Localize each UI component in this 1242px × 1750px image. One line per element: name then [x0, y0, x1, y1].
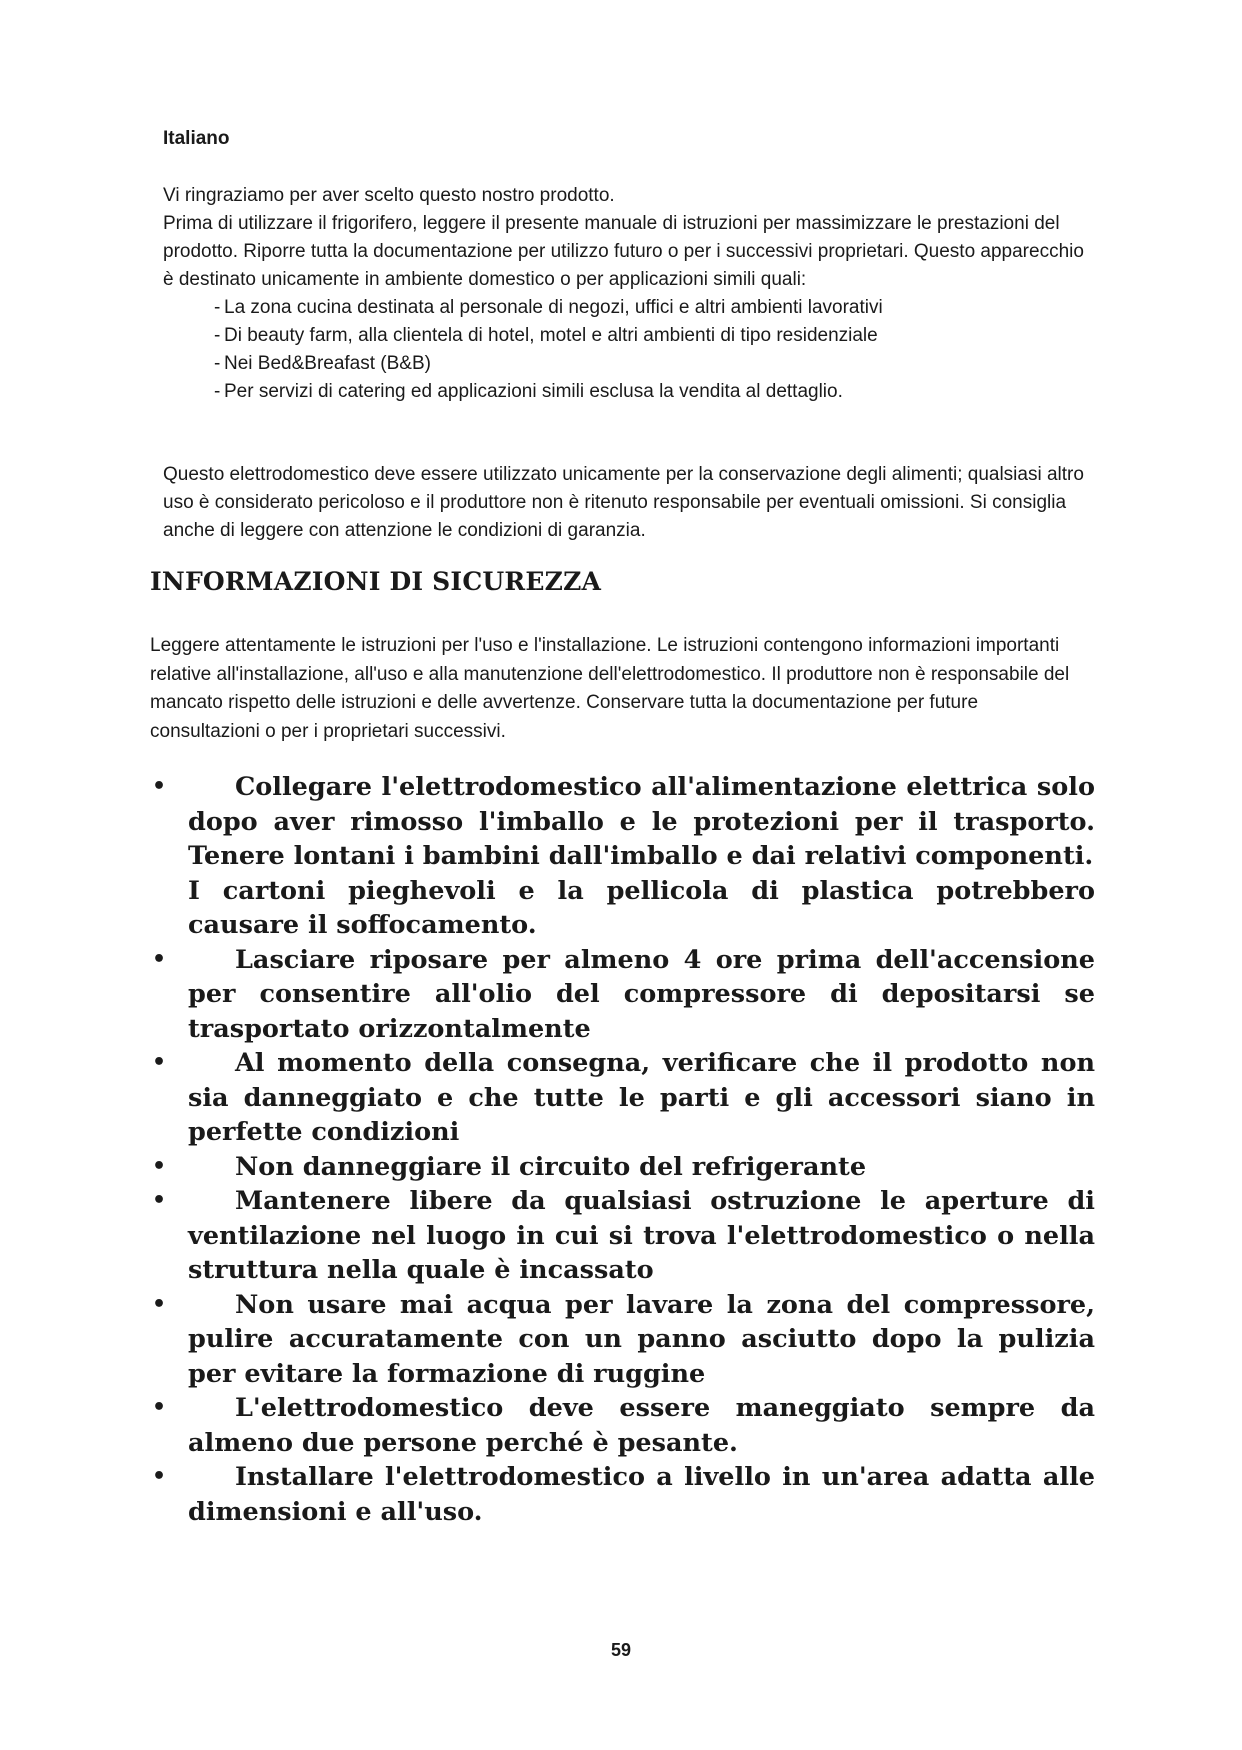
usage-paragraph: Questo elettrodomestico deve essere utilizzato unicamente per la conservazione degli alimenti; qualsiasi altro uso è considerato pericoloso e il produttore non è ritenuto responsabile per eventuali omissioni. Si consiglia anche di leggere con attenzione le condizioni di garanzia.	[163, 464, 1084, 541]
safety-bullet-item	[150, 1150, 1095, 1185]
list-item: - Di beauty farm, alla clientela di hotel, motel e altri ambienti di tipo residenziale	[214, 322, 1093, 350]
list-item: - Nei Bed&Breafast (B&B)	[214, 350, 1093, 378]
safety-intro-paragraph: Leggere attentamente le istruzioni per l'uso e l'installazione. Le istruzioni contengono informazioni importanti relative all'installazione, all'uso e alla manutenzione dell'elettrodomestico. Il produttore non è responsabile del mancato rispetto delle istruzioni e delle avvertenze. Conservare tutta la documentazione per future consultazioni o per i proprietari successivi.	[150, 635, 1070, 742]
dash-marker: -	[214, 297, 221, 318]
list-item: - Per servizi di catering ed applicazioni simili esclusa la vendita al dettaglio.	[214, 378, 1093, 406]
bullet-icon: •	[152, 1395, 167, 1420]
bullet-text: Non danneggiare il circuito del refrigerante	[235, 1151, 867, 1182]
bullet-text: Mantenere libere da qualsiasi ostruzione le aperture di ventilazione nel luogo in cui si trova l'elettrodomestico o nella struttura nella quale è incassato	[188, 1186, 1095, 1285]
safety-bullet-item	[150, 1184, 1095, 1288]
bullet-icon: •	[152, 1188, 167, 1213]
bullet-text: Non usare mai acqua per lavare la zona del compressore, pulire accuratamente con un panno asciutto dopo la pulizia per evitare la formazione di ruggine	[188, 1289, 1095, 1389]
dash-marker: -	[214, 381, 221, 402]
safety-bullet-item	[150, 943, 1095, 1047]
safety-bullet-item	[150, 1460, 1095, 1529]
dash-marker: -	[214, 325, 221, 346]
bullet-icon: •	[152, 1291, 167, 1317]
bullet-icon: •	[152, 1050, 167, 1075]
section-title: INFORMAZIONI DI SICUREZZA	[150, 567, 602, 596]
intro-thanks: Vi ringraziamo per aver scelto questo nostro prodotto.	[163, 185, 615, 206]
intro-paragraph: Prima di utilizzare il frigorifero, leggere il presente manuale di istruzioni per massimizzare le prestazioni del prodotto. Riporre tutta la documentazione per utilizzo futuro o per i successivi proprietari. Questo apparecchio è destinato unicamente in ambiente domestico o per applicazioni simili quali:	[163, 213, 1084, 290]
bullet-text: Lasciare riposare per almeno 4 ore prima dell'accensione per consentire all'olio del compressore di depositarsi se trasportato orizzontalmente	[188, 944, 1095, 1044]
bullet-text: Collegare l'elettrodomestico all'alimentazione elettrica solo dopo aver rimosso l'imballo e le protezioni per il trasporto. Tenere lontani i bambini dall'imballo e dai relativi componenti.	[188, 772, 1095, 871]
safety-bullet-item	[150, 1391, 1095, 1460]
bullet-icon: •	[152, 946, 167, 972]
safety-bullet-item	[150, 770, 1095, 943]
bullet-text: Installare l'elettrodomestico a livello in un'area adatta alle dimensioni e all'uso.	[188, 1462, 1095, 1527]
bullet-icon: •	[152, 1464, 167, 1489]
bullet-extra-text: I cartoni pieghevoli e la pellicola di plastica potrebbero causare il soffocamento.	[188, 875, 1095, 940]
safety-bullet-item	[150, 1046, 1095, 1150]
dash-marker: -	[214, 353, 221, 374]
safety-bullet-list	[150, 770, 1095, 1529]
bullet-text: Al momento della consegna, verificare che il prodotto non sia danneggiato e che tutte le parti e gli accessori siano in perfette condizioni	[188, 1048, 1095, 1147]
bullet-icon: •	[152, 1153, 167, 1179]
intended-use-list	[163, 294, 1093, 406]
bullet-icon: •	[152, 774, 167, 799]
page-number: 59	[610, 1640, 632, 1660]
language-label: Italiano	[163, 128, 230, 149]
safety-bullet-item	[150, 1288, 1095, 1392]
bullet-text: L'elettrodomestico deve essere maneggiato sempre da almeno due persone perché è pesante.	[188, 1393, 1095, 1458]
intro-section	[163, 182, 1093, 406]
list-item: - La zona cucina destinata al personale di negozi, uffici e altri ambienti lavorativi	[214, 294, 1093, 322]
